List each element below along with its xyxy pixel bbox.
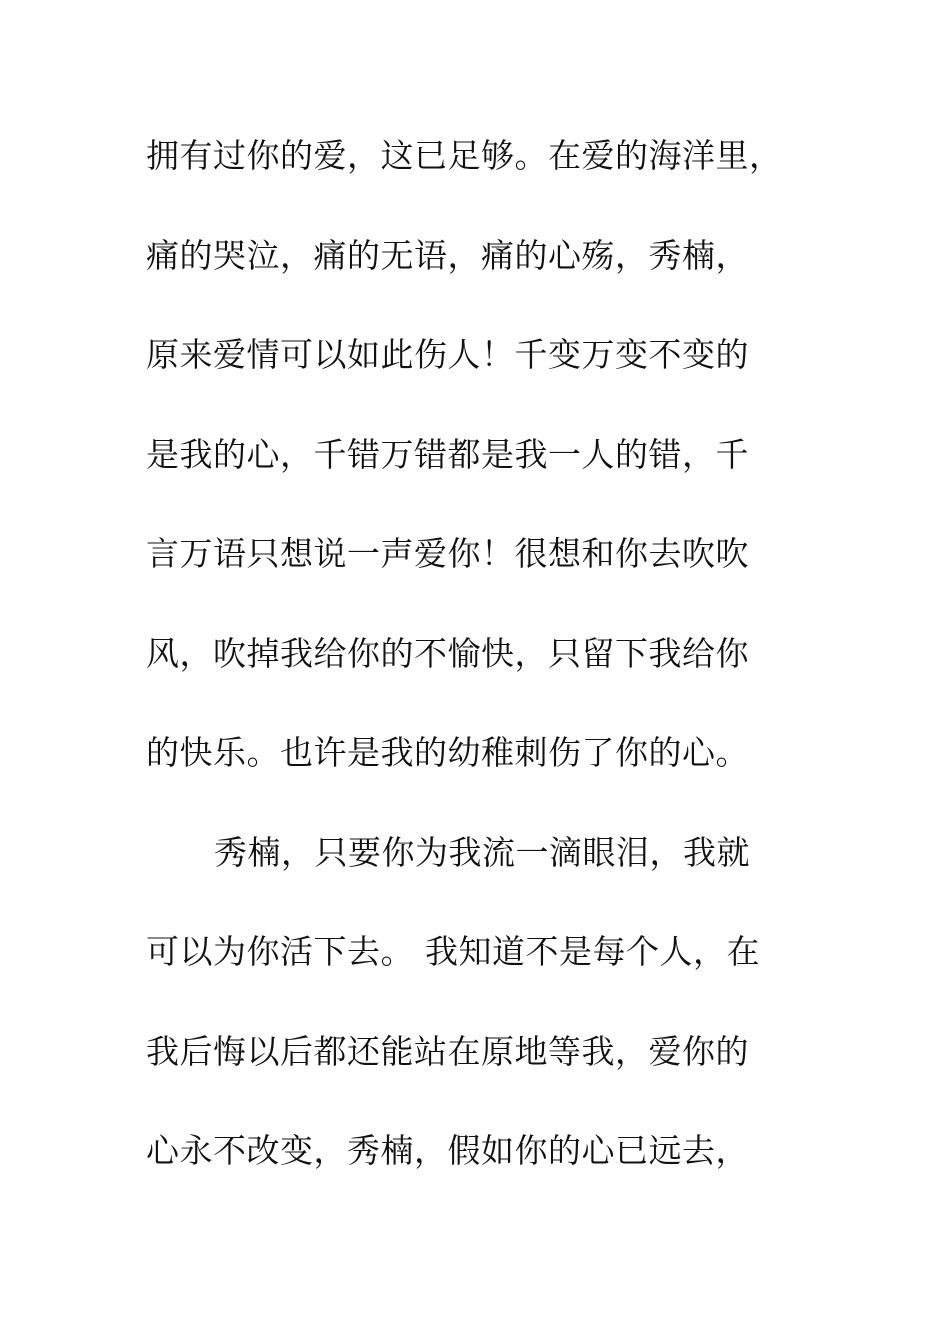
text-line: 是我的心，千错万错都是我一人的错，千	[146, 434, 749, 474]
paragraph-start-line: 秀楠，只要你为我流一滴眼泪，我就	[214, 832, 750, 872]
text-line: 心永不改变，秀楠，假如你的心已远去，	[146, 1131, 749, 1170]
text-line: 原来爱情可以如此伤人！千变万变不变的	[146, 335, 749, 374]
text-line: 拥有过你的爱，这已足够。在爱的海洋里，	[146, 136, 783, 175]
text-line: 痛的哭泣，痛的无语，痛的心殇，秀楠，	[146, 235, 749, 275]
text-line: 我后悔以后都还能站在原地等我，爱你的	[146, 1031, 749, 1071]
text-line: 的快乐。也许是我的幼稚刺伤了你的心。	[146, 733, 749, 772]
text-line: 言万语只想说一声爱你！很想和你去吹吹	[146, 534, 749, 573]
text-line: 风，吹掉我给你的不愉快，只留下我给你	[146, 633, 749, 673]
text-line: 可以为你活下去。 我知道不是每个人，在	[146, 932, 760, 971]
body-text	[146, 126, 806, 1221]
